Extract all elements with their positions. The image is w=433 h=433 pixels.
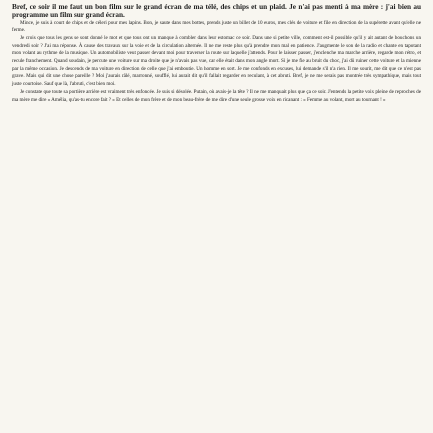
paragraph-2: Mince, je suis à court de chips et de céleri pour mes lapins. Bon, je saute dans mes bottes, prends juste un billet de 10 euros, mes clés de voiture et file en direction de la supérette avant qu'elle ne ferme. — [12, 19, 421, 34]
paragraph-1: Bref, ce soir il me faut un bon film sur le grand écran de ma télé, des chips et un plaid. Je n'ai pas menti à ma mère : j'ai bien au programme un film sur grand écran. — [12, 2, 421, 19]
paragraph-4: Je constate que toute sa portière arrière est vraiment très enfoncée. Je suis si désolée. Putain, où avais-je la tête ? Il ne me manquait plus que ça ce soir. J'entends la petite voix pleine de reproches de ma mère me dire « Amélia, qu'as-tu encore fait ? » Et celles de mon frère et de mon beau-frère de me dire d'une seule grosse voix en ricanant : « Femme au volant, mort au tournant ! » — [12, 88, 421, 103]
paragraph-3: Je crois que tous les gens se sont donné le mot et que tous ont un manque à combler dans leur estomac ce soir. Dans une si petite ville, comment est-il possible qu'il y ait autant de bouchons un vendredi soir ? J'ai ma réponse. À cause des travaux sur la voie et de la circulation alternée. Il ne me reste plus qu'à prendre mon mal en patience. J'augmente le son de la radio et chante en tapotant mon volant au rythme de la musique. Un automobiliste veut passer devant moi pour traverser la route sur laquelle j'attends. Pour le laisser passer, j'enclenche ma marche arrière, regarde mon rétro, et recule franchement. Quand soudain, je percute une voiture sur ma droite que je n'avais pas vue, car elle était dans mon angle mort. Si je me fie au bruit du choc, j'ai dû ruiner cette voiture et la mienne par la même occasion. Je descends de ma voiture en direction de celle que j'ai emboutie. Un homme en sort. Je me confonds en excuses, lui demande s'il n'a rien. Il me sourit, me dit que ce n'est pas grave. Mais qui dit une chose pareille ? Moi j'aurais râlé, marronné, soufflé, lui aurait dit qu'il fallait regarder en reculant, à cet abruti. Bref, je ne me serais pas montrée très sympathique, mais tout juste courtoise. Sauf que là, l'abruti, c'est bien moi. — [12, 34, 421, 88]
